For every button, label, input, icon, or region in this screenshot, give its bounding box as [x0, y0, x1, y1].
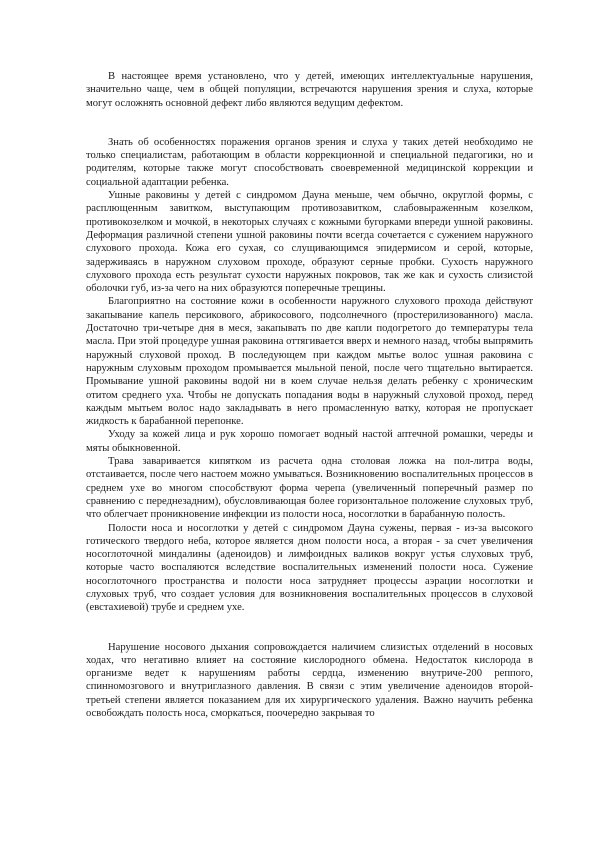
paragraph-7: Полости носа и носоглотки у детей с синдромом Дауна сужены, первая - из-за высокого готического твердого неба, которое является дном полости носа, а вторая - за счет увеличения носоглоточной миндалины (аденоидов) и лимфоидных валиков вокруг устья слуховых труб, которые часто воспаляются вследствие воспалительных изменений полости носа. Сужение носоглоточного пространства и полости носа затрудняет процессы аэрации носоглотки и слуховых труб, что создает условия для возникновения воспалительных процессов в слуховой (евстахиевой) трубе и среднем ухе.: [86, 522, 533, 614]
paragraph-5: Уходу за кожей лица и рук хорошо помогает водный настой аптечной ромашки, череды и мяты обыкновенной.: [86, 429, 533, 454]
paragraph-1: В настоящее время установлено, что у детей, имеющих интеллектуальные нарушения, значительно чаще, чем в общей популяции, встречаются нарушения зрения и слуха, которые могут осложнять основной дефект либо являются ведущим дефектом.: [86, 71, 533, 109]
paragraph-3: Ушные раковины у детей с синдромом Дауна меньше, чем обычно, округлой формы, с расплющенным завитком, выступающим противозавитком, слабовыраженным козелком, противокозелком и мочкой, в некоторых случаях с кожными бугорками впереди ушной раковины. Деформация различной степени ушной раковины почти всегда сочетается с сужением наружного слухового прохода. Кожа его сухая, со слущивающимся эпидермисом и серой, которые, задерживаясь в наружном слуховом проходе, образуют серные пробки. Сухость наружного слухового прохода есть результат сухости наружных покровов, так же как и сухость слизистой оболочки губ, из-за чего на них образуются поперечные трещины.: [86, 190, 533, 295]
paragraph-2: Знать об особенностях поражения органов зрения и слуха у таких детей необходимо не только специалистам, работающим в области коррекционной и специальной педагогики, но и родителям, которые также могут способствовать своевременной медицинской коррекции и социальной адаптации ребенка.: [86, 136, 533, 188]
paragraph-4: Благоприятно на состояние кожи в особенности наружного слухового прохода действуют закапывание капель персикового, абрикосового, подсолнечного (простерилизованного) масла. Достаточно три-четыре дня в меся, закапывать по две капли подогретого до температуры тела масла. При этой процедуре ушная раковина оттягивается вверх и немного назад, чтобы выпрямить наружный слуховой проход. В последующем при каждом мытье волос ушная раковина с наружным слуховым проходом промывается мыльной пеной, после чего тщательно вытирается. Промывание ушной раковины водой ни в коем случае нельзя делать ребенку с хроническим отитом среднего уха. Чтобы не допускать попадания воды в наружный слуховой проход, перед каждым мытьем волос надо закладывать в него промасленную ватку, которая не пропускает жидкость к барабанной перепонке.: [86, 296, 533, 428]
paragraph-8: Нарушение носового дыхания сопровождается наличием слизистых отделений в носовых ходах, что негативно влияет на состояние кислородного обмена. Недостаток кислорода в организме ведет к нарушениям работы сердца, изменению внутриче-200 реппого, спинномозгового и внутриглазного давления. В связи с этим увеличение аденоидов второй-третьей степени является показанием для их хирургического удаления. Важно научить ребенка освобождать полость носа, сморкаться, поочередно закрывая то: [86, 641, 533, 720]
paragraph-6: Трава заваривается кипятком из расчета одна столовая ложка на пол-литра воды, отстаивается, после чего настоем можно умываться. Возникновению воспалительных процессов в среднем ухе во многом способствуют форма черепа (увеличенный поперечный размер по сравнению с переднезадним), обусловливающая более горизонтальное положение слуховых труб, что облегчает проникновение инфекции из полости носа, носоглотки в барабанную полость.: [86, 456, 533, 521]
